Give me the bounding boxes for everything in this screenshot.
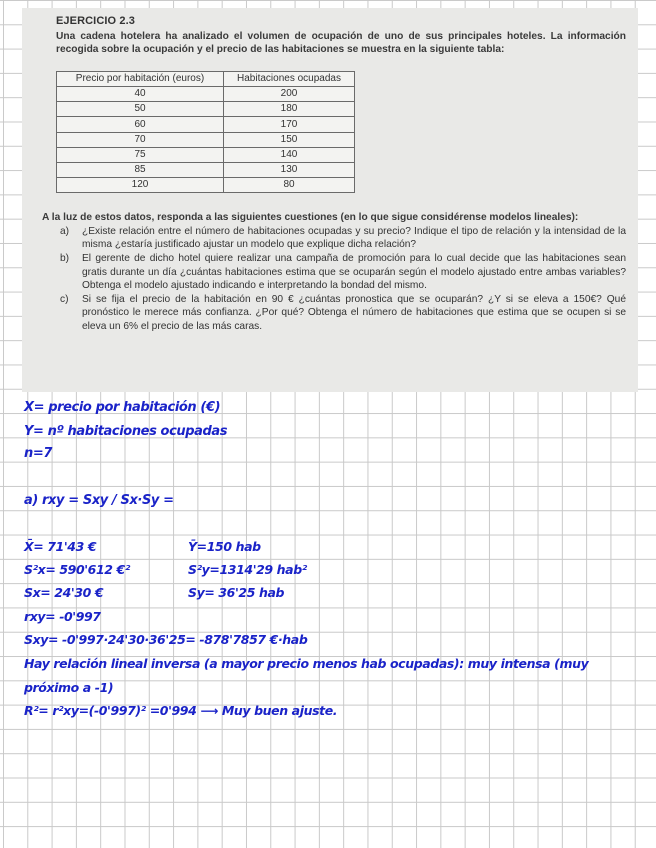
note-variable-y: Y= nº habitaciones ocupadas bbox=[24, 424, 228, 439]
table-row bbox=[57, 162, 355, 177]
exercise-intro: Una cadena hotelera ha analizado el volumen de ocupación de uno de sus principales hoteles. La información recogida sobre la ocupación y el precio de las habitaciones se muestra en la siguiente tabla: bbox=[56, 30, 626, 56]
note-covariance: Sxy= -0'997·24'30·36'25= -878'7857 €·hab bbox=[24, 632, 308, 647]
table-row bbox=[57, 117, 355, 132]
price-cell: 70 bbox=[57, 132, 224, 147]
price-cell: 50 bbox=[57, 102, 224, 117]
rooms-cell: 80 bbox=[224, 178, 355, 193]
rooms-cell: 130 bbox=[224, 162, 355, 177]
question-label: b) bbox=[60, 253, 70, 265]
note-r-squared: R²= r²xy=(-0'997)² =0'994 bbox=[24, 703, 197, 718]
question-a bbox=[56, 225, 626, 252]
note-determination bbox=[24, 703, 337, 718]
note-correlation-value: rxy= -0'997 bbox=[24, 609, 101, 624]
price-cell: 40 bbox=[57, 86, 224, 101]
note-sample-size: n=7 bbox=[24, 446, 52, 461]
arrow-right-icon: ⟶ bbox=[200, 703, 218, 718]
question-b bbox=[56, 252, 626, 293]
note-variable-x: X= precio por habitación (€) bbox=[24, 400, 221, 415]
column-header-price: Precio por habitación (euros) bbox=[57, 71, 224, 86]
question-text: El gerente de dicho hotel quiere realizar una campaña de promoción para lo cual decide que las habitaciones sean gratis durante un día ¿cuántas habitaciones estima que se ocuparán según el modelo ajustado entre ambas variables? Obtenga el modelo ajustado indicando e interpretando la bondad del mismo. bbox=[82, 253, 626, 292]
price-cell: 60 bbox=[57, 117, 224, 132]
price-cell: 75 bbox=[57, 147, 224, 162]
question-label: c) bbox=[60, 293, 69, 305]
price-cell: 120 bbox=[57, 178, 224, 193]
note-fit-comment: Muy buen ajuste. bbox=[221, 703, 338, 718]
note-variance-x: S²x= 590'612 €² bbox=[24, 562, 130, 577]
note-stdev-y: Sy= 36'25 hab bbox=[188, 585, 285, 600]
rooms-cell: 200 bbox=[224, 86, 355, 101]
rooms-cell: 180 bbox=[224, 102, 355, 117]
question-c bbox=[56, 293, 626, 334]
question-label: a) bbox=[60, 225, 70, 237]
rooms-cell: 140 bbox=[224, 147, 355, 162]
table-header-row bbox=[57, 71, 355, 86]
column-header-rooms: Habitaciones ocupadas bbox=[224, 71, 355, 86]
printed-exercise-sheet bbox=[22, 8, 638, 392]
note-stdev-x: Sx= 24'30 € bbox=[24, 585, 104, 600]
note-mean-x: X̄= 71'43 € bbox=[24, 539, 97, 554]
note-conclusion-line-2: próximo a -1) bbox=[24, 680, 114, 695]
table-row bbox=[57, 178, 355, 193]
price-occupancy-table bbox=[56, 71, 355, 194]
question-text: ¿Existe relación entre el número de habitaciones ocupadas y su precio? Indique el tipo de relación y la intensidad de la misma ¿estaría justificado ajustar un modelo que explique dicha relación? bbox=[82, 225, 626, 251]
exercise-title: EJERCICIO 2.3 bbox=[56, 15, 135, 27]
note-conclusion-line-1: Hay relación lineal inversa (a mayor precio menos hab ocupadas): muy intensa (muy bbox=[24, 656, 589, 671]
note-mean-y: Ȳ=150 hab bbox=[188, 539, 261, 554]
table-row bbox=[57, 86, 355, 101]
price-cell: 85 bbox=[57, 162, 224, 177]
rooms-cell: 150 bbox=[224, 132, 355, 147]
rooms-cell: 170 bbox=[224, 117, 355, 132]
question-text: Si se fija el precio de la habitación en 90 € ¿cuántas pronostica que se ocuparán? ¿Y si se eleva a 150€? Qué pronóstico le merece más confianza. ¿Por qué? Obtenga el número de habitaciones que estima que se ocupen si se eleva un 6% el precio de las más caras. bbox=[82, 293, 626, 333]
questions-lead: A la luz de estos datos, responda a las siguientes cuestiones (en lo que sigue considérense modelos lineales): bbox=[42, 212, 579, 224]
table-row bbox=[57, 102, 355, 117]
table-row bbox=[57, 147, 355, 162]
note-correlation-formula: a) rxy = Sxy / Sx·Sy = bbox=[24, 493, 174, 508]
table-row bbox=[57, 132, 355, 147]
note-variance-y: S²y=1314'29 hab² bbox=[188, 562, 307, 577]
